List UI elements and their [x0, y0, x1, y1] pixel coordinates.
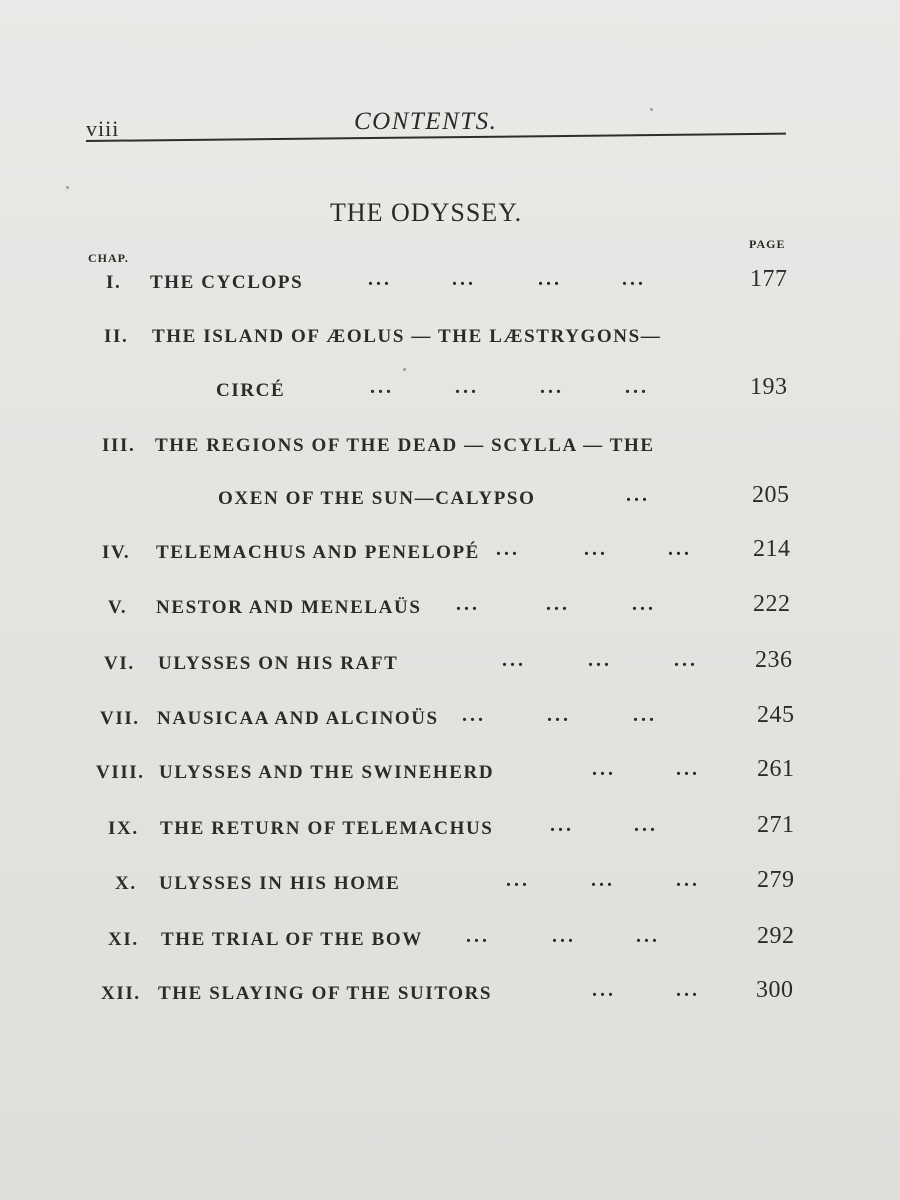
leader-dots: ... — [452, 268, 476, 290]
running-title: CONTENTS. — [354, 108, 498, 135]
toc-entry — [0, 867, 900, 903]
chapter-title: ULYSSES IN HIS HOME — [159, 873, 401, 894]
leader-dots: ... — [592, 758, 616, 780]
leader-dots: ... — [668, 538, 692, 560]
chapter-number: VI. — [104, 653, 135, 674]
page-folio: viii — [86, 116, 120, 141]
toc-entry-continuation — [0, 482, 900, 518]
leader-dots: ... — [625, 376, 649, 398]
chapter-title: NAUSICAA AND ALCINOÜS — [157, 708, 439, 729]
leader-dots: ... — [636, 925, 660, 947]
chapter-title-continued: CIRCÉ — [216, 380, 286, 401]
chapter-title: THE SLAYING OF THE SUITORS — [158, 983, 493, 1004]
leader-dots: ... — [634, 814, 658, 836]
toc-entry — [0, 536, 900, 572]
leader-dots: ... — [591, 869, 615, 891]
chapter-title: THE ISLAND OF ÆOLUS — THE LÆSTRYGONS— — [152, 326, 662, 347]
leader-dots: ... — [632, 593, 656, 615]
leader-dots: ... — [626, 484, 650, 506]
chapter-number: X. — [115, 873, 137, 894]
chapter-title: TELEMACHUS AND PENELOPÉ — [156, 542, 480, 563]
chapter-number: V. — [108, 597, 128, 618]
chapter-number: I. — [106, 272, 122, 293]
leader-dots: ... — [592, 979, 616, 1001]
chapter-number: IX. — [108, 818, 139, 839]
chapter-title: THE TRIAL OF THE BOW — [161, 929, 423, 950]
leader-dots: ... — [676, 758, 700, 780]
leader-dots: ... — [466, 925, 490, 947]
leader-dots: ... — [547, 704, 571, 726]
leader-dots: ... — [550, 814, 574, 836]
leader-dots: ... — [622, 268, 646, 290]
page-number: 177 — [750, 266, 788, 292]
toc-entry — [0, 812, 900, 848]
leader-dots: ... — [506, 869, 530, 891]
leader-dots: ... — [455, 376, 479, 398]
leader-dots: ... — [676, 869, 700, 891]
page-number: 214 — [753, 536, 791, 562]
leader-dots: ... — [502, 649, 526, 671]
paper-speck — [66, 186, 69, 189]
chapter-number: VIII. — [96, 762, 145, 783]
leader-dots: ... — [456, 593, 480, 615]
leader-dots: ... — [538, 268, 562, 290]
chapter-number: III. — [102, 435, 136, 456]
chapter-number: II. — [104, 326, 129, 347]
toc-entry-continuation — [0, 374, 900, 410]
page-column-heading: PAGE — [749, 237, 786, 251]
leader-dots: ... — [462, 704, 486, 726]
toc-entry — [0, 756, 900, 792]
chapter-title: THE RETURN OF TELEMACHUS — [160, 818, 494, 839]
chapter-number: XI. — [108, 929, 139, 950]
toc-entry — [0, 326, 900, 356]
paper-speck — [650, 108, 653, 111]
page-number: 300 — [756, 977, 794, 1003]
leader-dots: ... — [676, 979, 700, 1001]
chapter-number: IV. — [102, 542, 131, 563]
toc-entry — [0, 591, 900, 627]
page-number: 292 — [757, 923, 795, 949]
page-number: 222 — [753, 591, 791, 617]
toc-entry — [0, 977, 900, 1013]
chapter-title: NESTOR AND MENELAÜS — [156, 597, 422, 618]
page-number: 279 — [757, 867, 795, 893]
toc-entry — [0, 647, 900, 683]
leader-dots: ... — [674, 649, 698, 671]
toc-entry — [0, 435, 900, 465]
page-number: 271 — [757, 812, 795, 838]
paper-speck — [403, 368, 406, 371]
leader-dots: ... — [552, 925, 576, 947]
leader-dots: ... — [496, 538, 520, 560]
section-title: THE ODYSSEY. — [330, 198, 523, 227]
chapter-title: THE CYCLOPS — [150, 272, 304, 293]
leader-dots: ... — [633, 704, 657, 726]
leader-dots: ... — [584, 538, 608, 560]
chapter-title: ULYSSES AND THE SWINEHERD — [159, 762, 495, 783]
chapter-title: THE REGIONS OF THE DEAD — SCYLLA — THE — [155, 435, 655, 456]
toc-entry — [0, 702, 900, 738]
leader-dots: ... — [540, 376, 564, 398]
page-number: 261 — [757, 756, 795, 782]
leader-dots: ... — [588, 649, 612, 671]
chapter-number: XII. — [101, 983, 141, 1004]
leader-dots: ... — [368, 268, 392, 290]
toc-entry — [0, 266, 900, 302]
chapter-title-continued: OXEN OF THE SUN—CALYPSO — [218, 488, 536, 509]
chap-column-heading: CHAP. — [88, 251, 129, 265]
chapter-title: ULYSSES ON HIS RAFT — [158, 653, 399, 674]
page-number: 205 — [752, 482, 790, 508]
leader-dots: ... — [370, 376, 394, 398]
page-number: 193 — [750, 374, 788, 400]
leader-dots: ... — [546, 593, 570, 615]
toc-entry — [0, 923, 900, 959]
chapter-number: VII. — [100, 708, 140, 729]
page-number: 245 — [757, 702, 795, 728]
page-number: 236 — [755, 647, 793, 673]
